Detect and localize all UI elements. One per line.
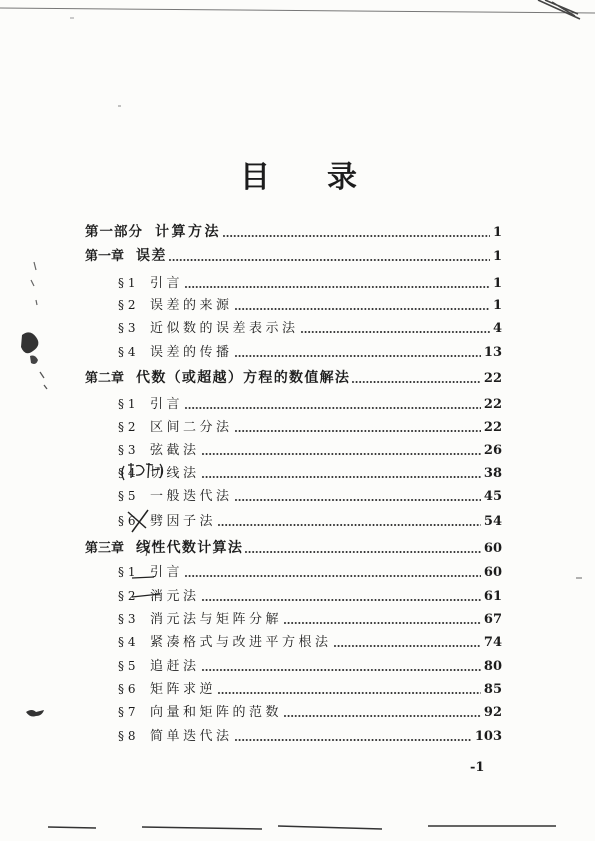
dot-leader bbox=[202, 656, 481, 676]
dot-leader bbox=[235, 295, 490, 315]
entry-title: 区间二分法 bbox=[150, 420, 233, 435]
entry-page-number: 22 bbox=[483, 397, 502, 412]
toc-entry-section bbox=[85, 295, 502, 315]
entry-title: 引言 bbox=[150, 565, 184, 580]
toc-entry-section bbox=[85, 486, 502, 506]
entry-page-number: 1 bbox=[492, 225, 502, 240]
entry-page-number: 1 bbox=[492, 249, 502, 264]
entry-page-number: 74 bbox=[483, 635, 502, 650]
entry-page-number: 80 bbox=[483, 659, 502, 674]
entry-page-number: 60 bbox=[483, 565, 502, 580]
entry-title: 线性代数计算法 bbox=[136, 540, 244, 556]
toc-entry-chapter-1 bbox=[85, 246, 502, 266]
dot-leader bbox=[235, 417, 481, 437]
entry-page-number: 38 bbox=[483, 466, 502, 481]
entry-page-number: 85 bbox=[483, 682, 502, 697]
dot-leader bbox=[284, 702, 481, 722]
entry-label: 第三章 bbox=[85, 541, 125, 556]
entry-title: 切线法 bbox=[150, 466, 200, 481]
entry-title: 代数（或超越）方程的数值解法 bbox=[136, 370, 351, 386]
dot-leader bbox=[352, 368, 481, 388]
section-number: § 1 bbox=[118, 397, 136, 411]
entry-page-number: 22 bbox=[483, 371, 502, 386]
dot-leader bbox=[235, 342, 481, 362]
entry-label: 第一章 bbox=[85, 249, 125, 264]
page-number: -1 bbox=[470, 760, 485, 775]
section-number: § 3 bbox=[118, 443, 136, 457]
entry-title: 向量和矩阵的范数 bbox=[150, 705, 283, 720]
toc-entry-section bbox=[85, 342, 502, 362]
entry-page-number: 92 bbox=[483, 705, 502, 720]
toc-entry-section bbox=[85, 273, 502, 293]
dot-leader bbox=[235, 486, 481, 506]
section-number: § 2 bbox=[118, 420, 136, 434]
section-number: § 4 bbox=[118, 466, 136, 480]
entry-title: 简单迭代法 bbox=[150, 729, 233, 744]
toc-entry-section bbox=[85, 417, 502, 437]
page-title-char-1: 目 bbox=[240, 160, 270, 195]
entry-page-number: 1 bbox=[492, 276, 502, 291]
section-number: § 1 bbox=[118, 565, 136, 579]
section-number: § 4 bbox=[118, 345, 136, 359]
toc-entry-section bbox=[85, 394, 502, 414]
dot-leader bbox=[185, 562, 481, 582]
toc-entry-section bbox=[85, 463, 502, 483]
toc-entry-section bbox=[85, 318, 502, 338]
page-title-char-2: 录 bbox=[327, 160, 357, 195]
entry-title: 消元法与矩阵分解 bbox=[150, 612, 283, 627]
entry-title: 引言 bbox=[150, 276, 184, 291]
section-number: § 8 bbox=[118, 729, 136, 743]
entry-page-number: 45 bbox=[483, 489, 502, 504]
entry-title: 消元法 bbox=[150, 589, 200, 604]
dot-leader bbox=[245, 538, 481, 558]
section-number: § 2 bbox=[118, 298, 136, 312]
entry-title: 矩阵求逆 bbox=[150, 682, 217, 697]
toc-entry-part-1 bbox=[85, 222, 502, 242]
entry-label: 第一部分 bbox=[85, 224, 143, 240]
dot-leader bbox=[334, 632, 481, 652]
dot-leader bbox=[202, 440, 481, 460]
toc-entry-section bbox=[85, 440, 502, 460]
toc-entry-chapter-2 bbox=[85, 368, 502, 388]
entry-title: 劈因子法 bbox=[150, 514, 217, 529]
toc-entry-chapter-3 bbox=[85, 538, 502, 558]
dot-leader bbox=[218, 511, 481, 531]
entry-title: 误差的来源 bbox=[150, 298, 233, 313]
dot-leader bbox=[284, 609, 481, 629]
section-number: § 7 bbox=[118, 705, 136, 719]
entry-title: 误差 bbox=[136, 248, 167, 264]
toc-entry-section bbox=[85, 609, 502, 629]
toc-entry-section bbox=[85, 726, 502, 746]
entry-label: 第二章 bbox=[85, 371, 125, 386]
section-number: § 5 bbox=[118, 489, 136, 503]
dot-leader bbox=[235, 726, 472, 746]
dot-leader bbox=[202, 463, 481, 483]
toc-entry-section bbox=[85, 656, 502, 676]
section-number: § 6 bbox=[118, 682, 136, 696]
toc-entry-section bbox=[85, 632, 502, 652]
section-number: § 3 bbox=[118, 321, 136, 335]
section-number: § 2 bbox=[118, 589, 136, 603]
section-number: § 4 bbox=[118, 635, 136, 649]
toc-entry-section bbox=[85, 511, 502, 531]
dot-leader bbox=[185, 394, 481, 414]
dot-leader bbox=[301, 318, 490, 338]
entry-page-number: 4 bbox=[492, 321, 502, 336]
entry-title: 误差的传播 bbox=[150, 345, 233, 360]
toc-entry-section bbox=[85, 562, 502, 582]
section-number: § 3 bbox=[118, 612, 136, 626]
entry-page-number: 13 bbox=[483, 345, 502, 360]
dot-leader bbox=[223, 222, 490, 242]
entry-title: 计算方法 bbox=[155, 224, 221, 240]
entry-page-number: 54 bbox=[483, 514, 502, 529]
toc-entry-section bbox=[85, 586, 502, 606]
entry-title: 弦截法 bbox=[150, 443, 200, 458]
toc-entry-section bbox=[85, 702, 502, 722]
entry-title: 引言 bbox=[150, 397, 184, 412]
dot-leader bbox=[185, 273, 490, 293]
entry-page-number: 22 bbox=[483, 420, 502, 435]
entry-page-number: 60 bbox=[483, 541, 502, 556]
dot-leader bbox=[202, 586, 481, 606]
entry-page-number: 61 bbox=[483, 589, 502, 604]
dot-leader bbox=[218, 679, 481, 699]
entry-page-number: 103 bbox=[474, 729, 502, 744]
entry-page-number: 67 bbox=[483, 612, 502, 627]
section-number: § 1 bbox=[118, 276, 136, 290]
entry-title: 一般迭代法 bbox=[150, 489, 233, 504]
toc-entry-section bbox=[85, 679, 502, 699]
entry-title: 追赶法 bbox=[150, 659, 200, 674]
entry-title: 紧凑格式与改进平方根法 bbox=[150, 635, 332, 650]
entry-page-number: 1 bbox=[492, 298, 502, 313]
entry-title: 近似数的误差表示法 bbox=[150, 321, 299, 336]
entry-page-number: 26 bbox=[483, 443, 502, 458]
section-number: § 6 bbox=[118, 514, 136, 528]
dot-leader bbox=[169, 246, 490, 266]
section-number: § 5 bbox=[118, 659, 136, 673]
